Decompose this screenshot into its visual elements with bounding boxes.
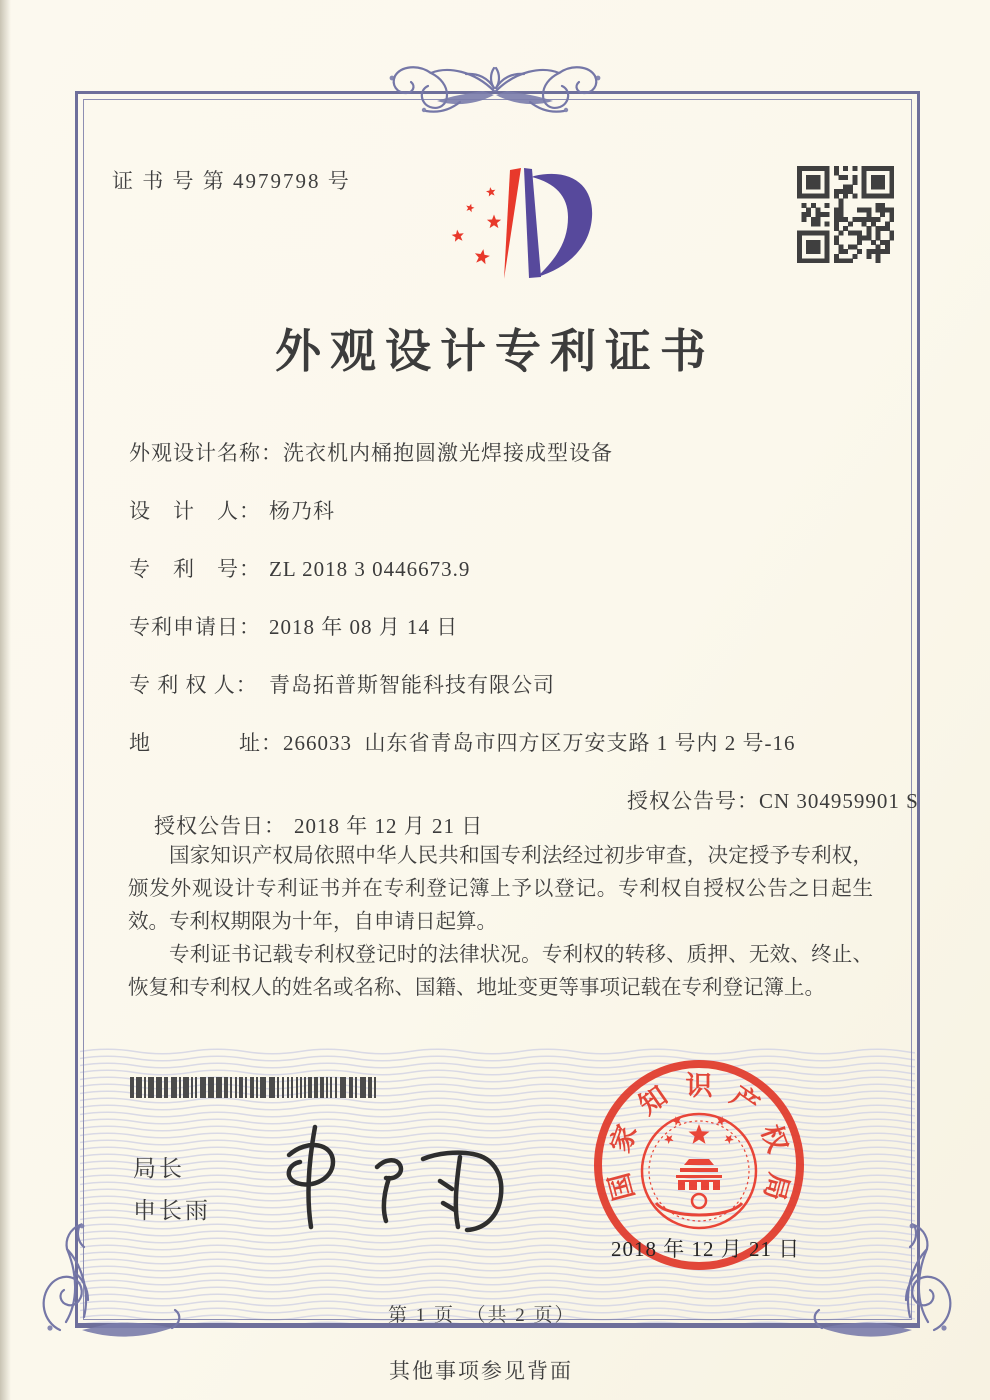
certificate-number: 证 书 号 第 4979798 号 bbox=[112, 169, 351, 193]
legal-paragraph-2: 专利证书记载专利权登记时的法律状况。专利权的转移、质押、无效、终止、恢复和专利权人的姓名或名称、国籍、地址变更等事项记载在专利登记簿上。 bbox=[128, 944, 873, 999]
back-note: 其他事项参见背面 bbox=[389, 1359, 573, 1383]
field-value: 266033 山东省青岛市四方区万安支路 1 号内 2 号-16 bbox=[283, 731, 796, 755]
svg-text:识: 识 bbox=[685, 1071, 713, 1101]
field-label: 设 计 人： bbox=[129, 499, 261, 523]
field-address bbox=[129, 727, 796, 757]
field-value: 杨乃科 bbox=[269, 499, 335, 523]
field-patentee bbox=[129, 669, 555, 699]
official-title: 局长 bbox=[133, 1155, 185, 1181]
field-value: CN 304959901 S bbox=[759, 789, 919, 813]
field-label: 地 址： bbox=[129, 731, 283, 755]
national-emblem-icon bbox=[642, 1114, 756, 1228]
field-value: ZL 2018 3 0446673.9 bbox=[269, 557, 471, 581]
field-designer bbox=[129, 495, 335, 525]
field-label: 授权公告号： bbox=[627, 789, 759, 813]
field-value: 2018 年 08 月 14 日 bbox=[269, 615, 459, 639]
svg-text:权: 权 bbox=[755, 1120, 793, 1157]
field-label: 授权公告日： bbox=[154, 814, 286, 838]
handwritten-signature bbox=[255, 1115, 523, 1237]
field-label: 专利申请日： bbox=[129, 615, 261, 639]
svg-text:家: 家 bbox=[605, 1120, 643, 1157]
svg-text:知: 知 bbox=[633, 1080, 673, 1121]
top-scroll-ornament-icon bbox=[350, 58, 640, 122]
field-grant-number bbox=[627, 785, 919, 815]
svg-text:局: 局 bbox=[758, 1169, 795, 1204]
field-filing-date bbox=[129, 611, 458, 641]
barcode bbox=[130, 1077, 382, 1098]
certificate-title: 外观设计专利证书 bbox=[275, 326, 715, 377]
bottom-right-flourish-icon bbox=[812, 1220, 964, 1352]
qr-code bbox=[797, 166, 894, 263]
legal-text bbox=[128, 840, 873, 1005]
cnipa-logo-icon bbox=[418, 146, 608, 286]
field-value: 青岛拓普斯智能科技有限公司 bbox=[269, 673, 555, 697]
scan-edge-shadow bbox=[0, 0, 11, 1400]
field-label: 专 利 权 人： bbox=[129, 673, 258, 697]
page-indicator: 第 1 页 （共 2 页） bbox=[388, 1305, 576, 1326]
field-label: 专 利 号： bbox=[129, 557, 261, 581]
field-value: 洗衣机内桶抱圆激光焊接成型设备 bbox=[283, 441, 613, 465]
seal-date: 2018 年 12 月 21 日 bbox=[611, 1237, 801, 1261]
legal-paragraph-1: 国家知识产权局依照中华人民共和国专利法经过初步审查，决定授予专利权，颁发外观设计专利证书并在专利登记簿上予以登记。专利权自授权公告之日起生效。专利权期限为十年，自申请日起算。 bbox=[128, 845, 873, 933]
field-value: 2018 年 12 月 21 日 bbox=[294, 814, 484, 838]
field-design-name bbox=[129, 437, 613, 467]
bottom-left-flourish-icon bbox=[30, 1220, 182, 1352]
field-patent-number bbox=[129, 553, 470, 583]
svg-text:产: 产 bbox=[725, 1080, 765, 1121]
field-label: 外观设计名称： bbox=[129, 441, 283, 465]
official-name: 申长雨 bbox=[133, 1197, 211, 1223]
svg-text:国: 国 bbox=[603, 1169, 640, 1204]
